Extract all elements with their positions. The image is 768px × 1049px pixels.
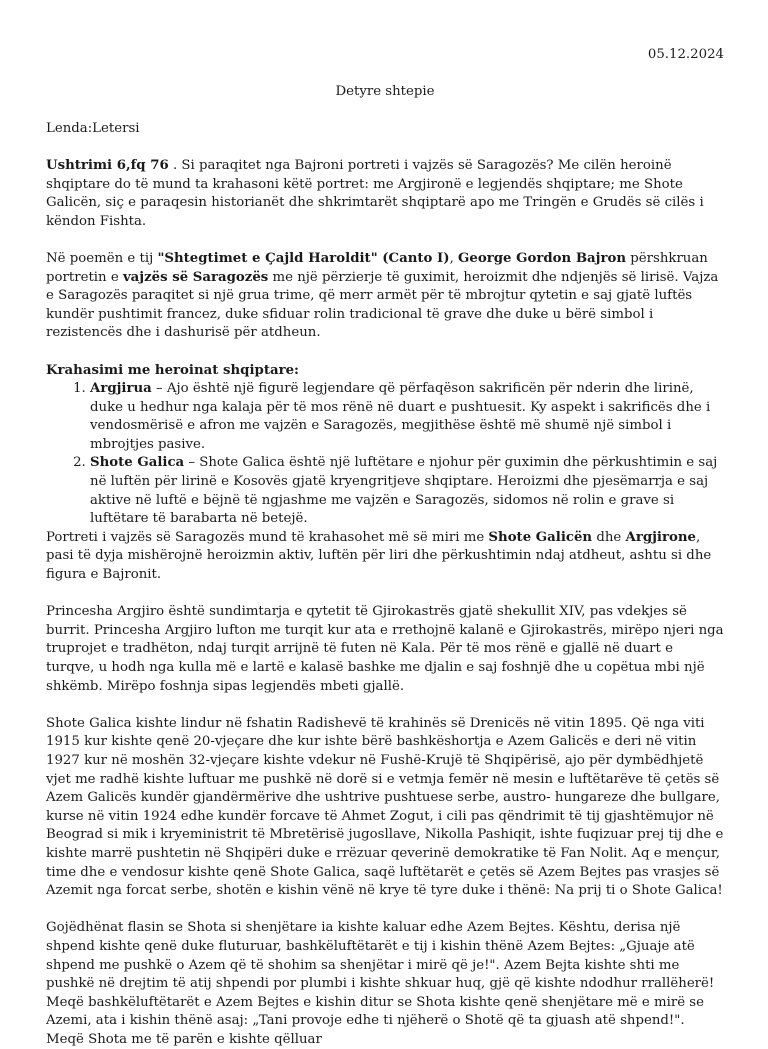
conclusion-text-3: , pasi të dyja mishërojnë heroizmin aktiv, luftën për liri dhe përkushtimin ndaj atdheut, ashtu si dhe figura e Bajronit. xyxy=(46,529,712,583)
list-item-text: – Shote Galica është një luftëtare e njohur për guximin dhe përkushtimin e saj në luftën për lirinë e Kosovës gjatë kryengritjeve shqiptare. Heroizmi dhe pjesëmarrja e saj aktive në luftë e bëjnë të ngjashme me vajzën e Saragozës, sidomos në rolin e grave si luftëtare të barabarta në betejë. xyxy=(90,455,718,527)
conclusion-bold-1: Shote Galicën xyxy=(488,529,593,545)
conclusion-paragraph xyxy=(46,529,724,585)
exercise-question: . Si paraqitet nga Bajroni portreti i vajzës së Saragozës? Me cilën heroinë shqiptare do të mund ta krahasoni këtë portret: me Argjironë e legjendës shqiptare; me Shote Galicën, siç e paraqesin historianët dhe shkrimtarët shqiptarë apo me Tringën e Grudës së cilës i këndon Fishta. xyxy=(46,157,704,229)
heroine-name: vajzës së Saragozës xyxy=(122,269,269,285)
exercise-paragraph xyxy=(46,157,724,231)
intro-text-2: , xyxy=(449,250,459,266)
list-item-name: Shote Galica xyxy=(90,455,185,471)
comparison-heading-text: Krahasimi me heroinat shqiptare: xyxy=(46,362,299,378)
conclusion-text-1: Portreti i vajzës së Saragozës mund të krahasohet më së miri me xyxy=(46,529,489,545)
conclusion-bold-2: Argjirone xyxy=(625,529,696,545)
document-title: Detyre shtepie xyxy=(335,83,435,99)
list-item-text: – Ajo është një figurë legjendare që përfaqëson sakrificën për nderin dhe lirinë, duke u hedhur nga kalaja për të mos rënë në duart e pushtuesit. Ky aspekt i sakrificës dhe i vendosmërisë e afron me vajzën e Saragozës, megjithëse është më shumë një simbol i mbrojtjes pasive. xyxy=(90,381,711,452)
intro-text-4: me një përzierje të guximit, heroizmit dhe ndjenjës së lirisë. Vajza e Saragozës paraqitet si një grua trime, që merr armët për të mbrojtur qytetin e saj gjatë luftës kundër pushtimit francez, duke sfiduar rolin tradicional të grave dhe duke u bërë simbol i rezistencës dhe i dashurisë për atdheun. xyxy=(46,269,719,341)
list-item xyxy=(90,380,724,454)
argjiro-paragraph: Princesha Argjiro është sundimtarja e qytetit të Gjirokastrës gjatë shekullit XIV, pas vdekjes së burrit. Princesha Argjiro lufton me turqit kur ata e rrethojnë kalanë e Gjirokastrës, mirëpo njeri nga truprojet e tradhëton, ndaj turqit arrijnë të futen në Kala. Për të mos rënë e gjallë në duart e turqve, u hodh nga kulla më e lartë e kalasë bashke me djalin e saj foshnjë dhe u copëtua mbi një shkëmb. Mirëpo foshnja sipas legjendës mbeti gjallë. xyxy=(46,604,724,694)
shote-paragraph: Shote Galica kishte lindur në fshatin Radishevë të krahinës së Drenicës në vitin 1895. Që nga viti 1915 kur kishte qenë 20-vjeçare dhe kur ishte bërë bashkëshortja e Azem Galicës e deri në vitin 1927 kur në moshën 32-vjeçare kishte vdekur në Fushë-Krujë të Shqipërisë, ajo për dymbëdhjetë vjet me radhë kishte luftuar me pushkë në dorë si e vetmja femër në mesin e luftëtarëve të çetës së Azem Galicës kundër gjandërmërive dhe ushtrive pushtuese serbe, austro- hungareze dhe bullgare, kurse në vitin 1924 edhe kundër forcave të Ahmet Zogut, i cili pas qëndrimit të tij gjashtëmujor në Beograd si mik i kryeministrit të Mbretërisë jugosllave, Nikolla Pashiqit, ishte fuqizuar prej tij dhe e kishte marrë pushtetin në Shqipëri duke e rrëzuar qeverinë demokratike të Fan Nolit. Aq e mençur, time dhe e vendosur kishte qenë Shote Galica, saqë luftëtarët e çetës së Azem Bejtes pas vrasjes së Azemit nga forcat serbe, shotën e kishin vënë në krye të tyre duke i thënë: Na prij ti o Shote Galica! xyxy=(46,715,724,899)
document-body xyxy=(46,46,724,1049)
intro-paragraph xyxy=(46,250,724,343)
intro-text-3: përshkruan portretin e xyxy=(46,250,708,285)
comparison-heading xyxy=(46,362,724,381)
intro-text-1: Në poemën e tij xyxy=(46,250,158,266)
conclusion-text-2: dhe xyxy=(592,529,626,545)
author-name: George Gordon Bajron xyxy=(458,250,627,266)
document-date: 05.12.2024 xyxy=(647,47,724,62)
list-item xyxy=(90,454,724,528)
poem-title: "Shtegtimet e Çajld Haroldit" (Canto I) xyxy=(157,250,450,266)
list-item-name: Argjirua xyxy=(90,381,152,397)
legend-paragraph: Gojëdhënat flasin se Shota si shenjëtare ia kishte kaluar edhe Azem Bejtes. Kështu, derisa një shpend kishte qenë duke fluturuar, bashkëluftëtarët e tij i kishin thënë Azem Bejtes: „Gjuaje atë shpend me pushkë o Azem që të shohim sa shenjëtar i mirë që je!". Azem Bejta kishte shti me pushkë në drejtim të atij shpendi por plumbi i kishte shkuar huq, gjë që kishte ndodhur rrallëherë! Meqë bashkëluftëtarët e Azem Bejtes e kishin ditur se Shota kishte qenë shenjëtare më e mirë se Azemi, ata i kishin thënë asaj: „Tani provoje edhe ti njëherë o Shotë që ta gjuash atë shpend!". Meqë Shota me të parën e kishte qëlluar xyxy=(46,920,715,1047)
exercise-label: Ushtrimi 6,fq 76 xyxy=(46,157,169,173)
heroine-list xyxy=(46,380,724,529)
subject-line: Lenda:Letersi xyxy=(46,120,140,136)
